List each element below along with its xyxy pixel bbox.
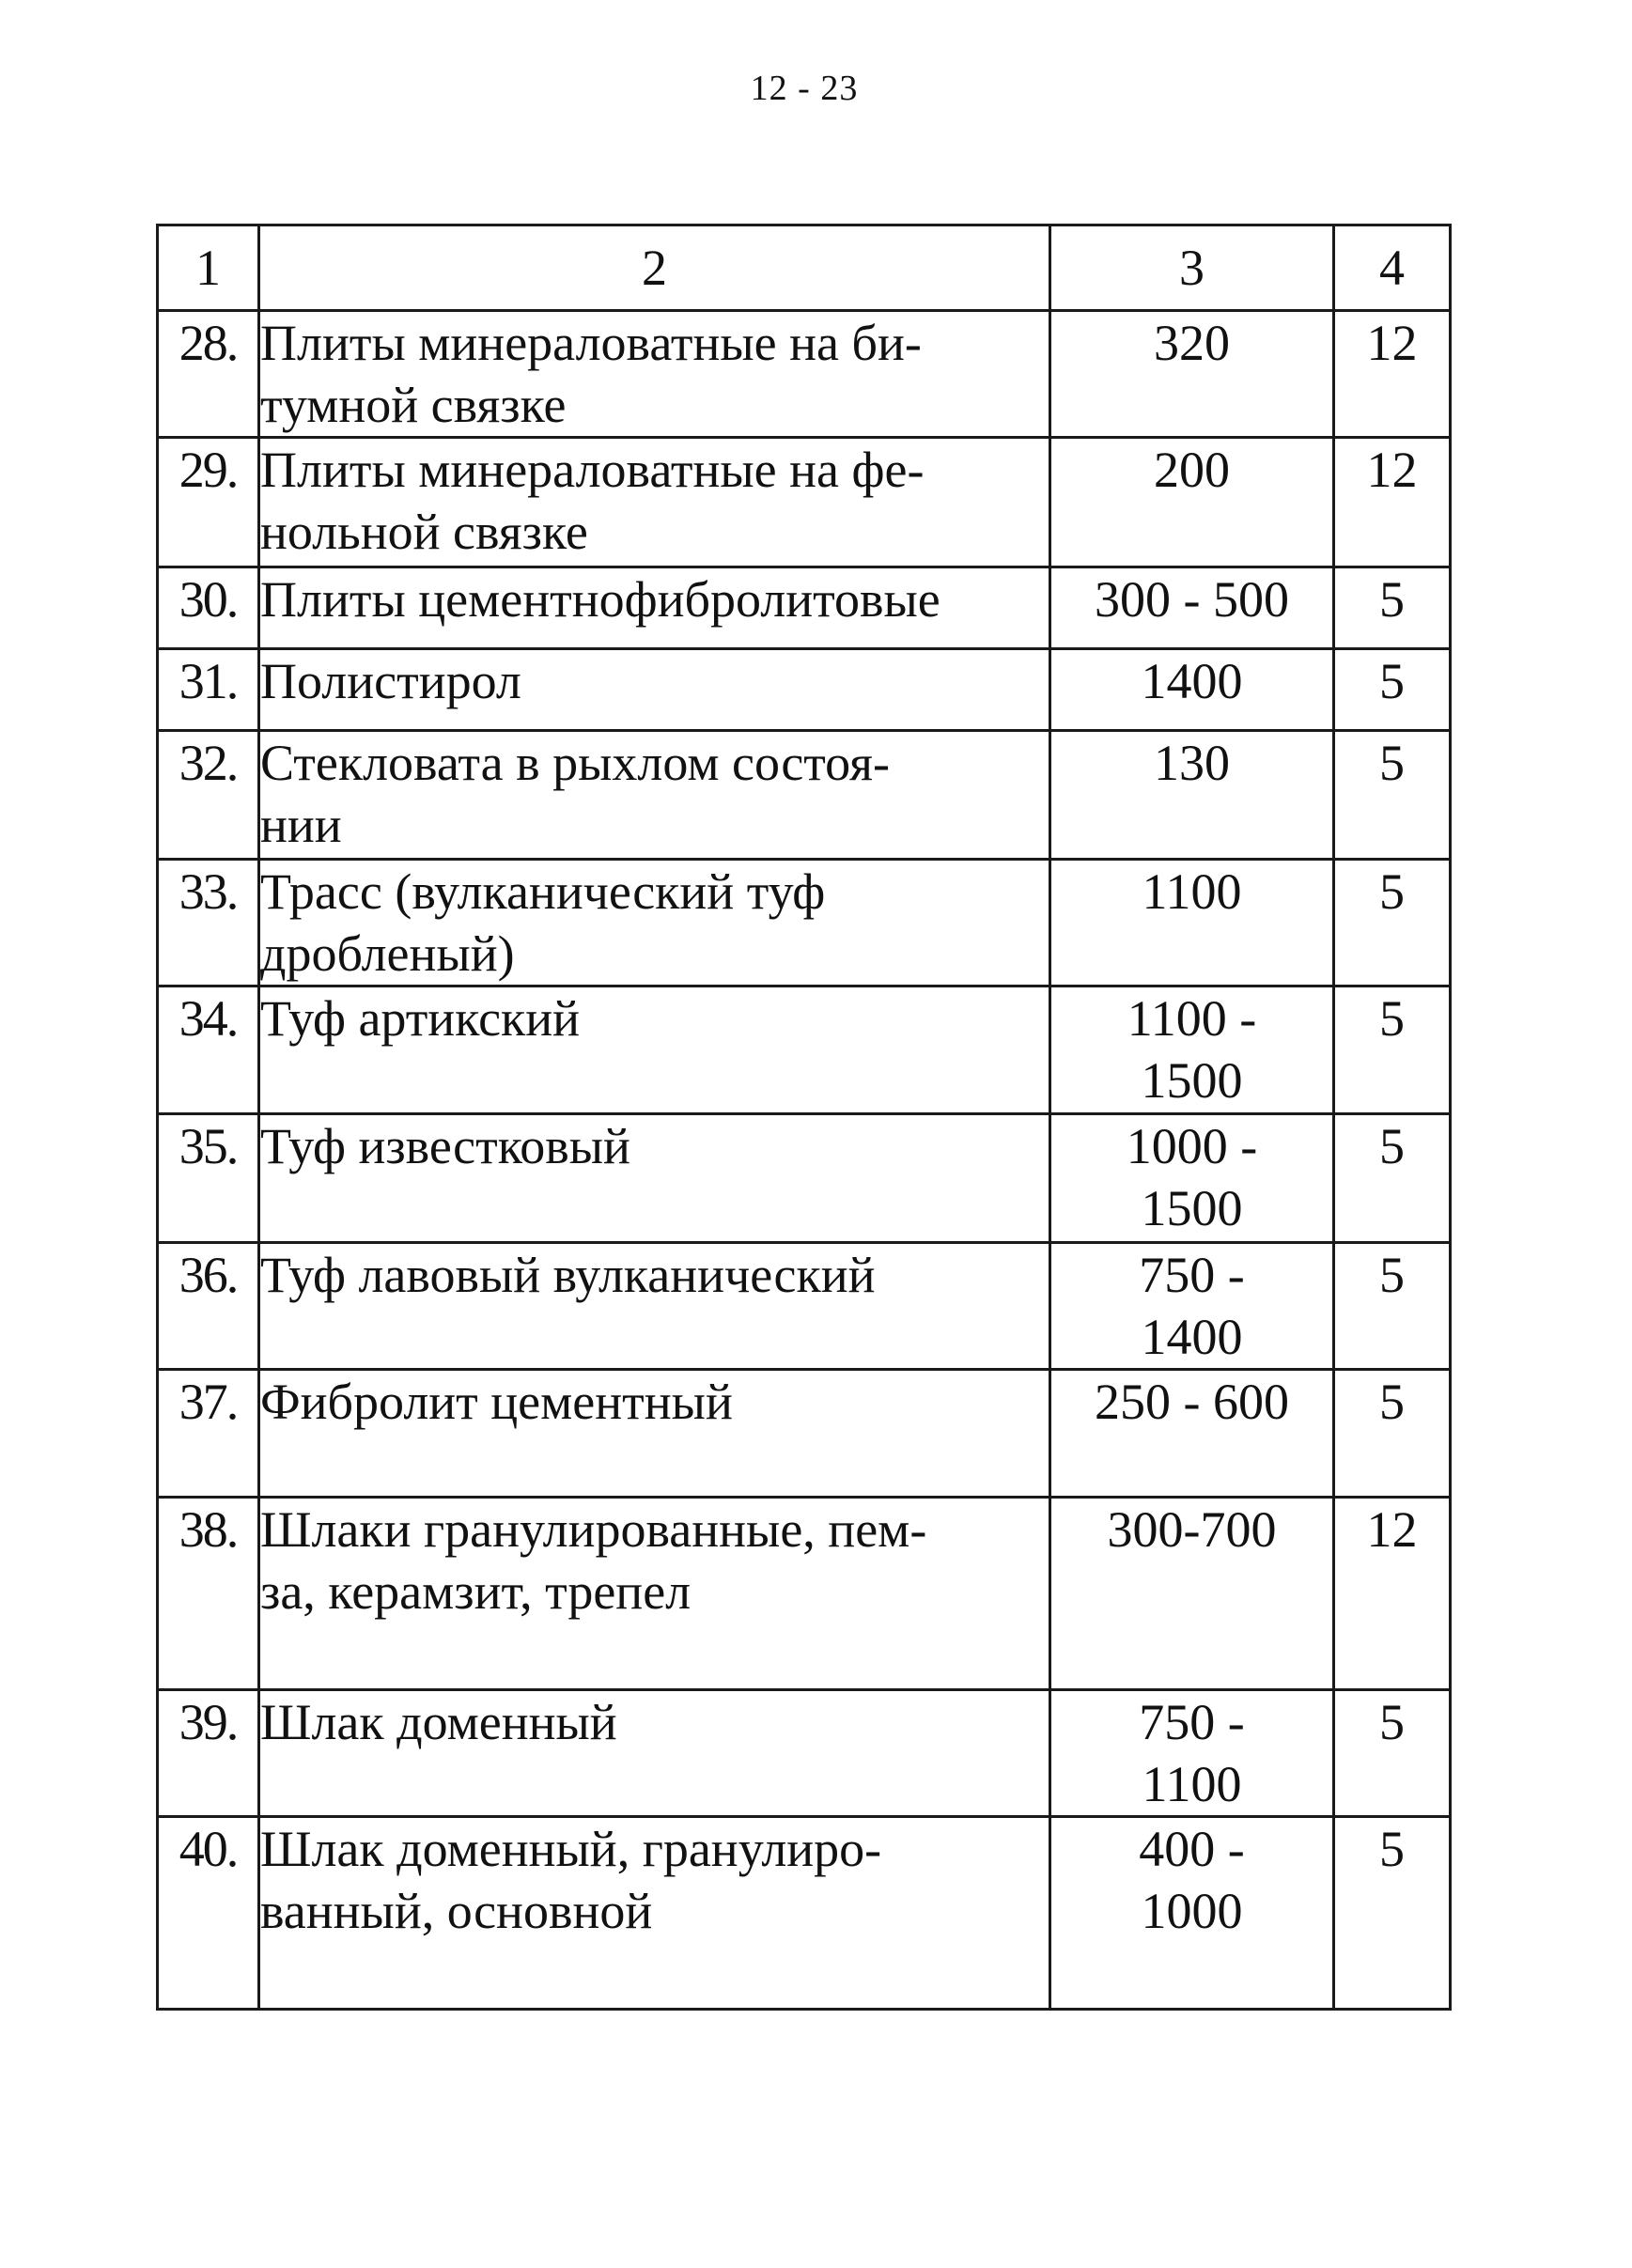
coefficient-value: 5: [1334, 649, 1451, 731]
material-name: Плиты минераловатные на фе- нольной связке: [259, 438, 1050, 567]
table-row: [158, 649, 1451, 731]
table-row: [158, 1498, 1451, 1690]
density-value: 750 - 1100: [1050, 1690, 1334, 1817]
material-name: Плиты цементнофибролитовые: [259, 567, 1050, 649]
material-name: Фибролит цементный: [259, 1370, 1050, 1498]
density-value: 750 - 1400: [1050, 1243, 1334, 1370]
coefficient-value: 12: [1334, 438, 1451, 567]
material-name: Туф лавовый вулканический: [259, 1243, 1050, 1370]
density-value: 400 - 1000: [1050, 1817, 1334, 2010]
coefficient-value: 5: [1334, 1114, 1451, 1243]
row-number: 28.: [158, 311, 259, 438]
table-row: [158, 986, 1451, 1114]
material-name: Туф известковый: [259, 1114, 1050, 1243]
table-row: [158, 731, 1451, 860]
coefficient-value: 12: [1334, 1498, 1451, 1690]
page-number: 12 - 23: [750, 69, 859, 108]
material-name: Стекловата в рыхлом состоя- нии: [259, 731, 1050, 860]
coefficient-value: 5: [1334, 567, 1451, 649]
coefficient-value: 5: [1334, 1690, 1451, 1817]
column-header-3: 3: [1050, 225, 1334, 311]
row-number: 31.: [158, 649, 259, 731]
density-value: 1000 - 1500: [1050, 1114, 1334, 1243]
row-number: 40.: [158, 1817, 259, 2010]
table-row: [158, 438, 1451, 567]
material-name: Шлак доменный, гранулиро- ванный, основной: [259, 1817, 1050, 2010]
density-value: 130: [1050, 731, 1334, 860]
material-name: Туф артикский: [259, 986, 1050, 1114]
column-header-1: 1: [158, 225, 259, 311]
row-number: 33.: [158, 860, 259, 986]
column-header-4: 4: [1334, 225, 1451, 311]
table-row: [158, 1690, 1451, 1817]
column-header-2: 2: [259, 225, 1050, 311]
row-number: 39.: [158, 1690, 259, 1817]
density-value: 250 - 600: [1050, 1370, 1334, 1498]
material-name: Шлаки гранулированные, пем- за, керамзит, трепел: [259, 1498, 1050, 1690]
density-value: 200: [1050, 438, 1334, 567]
coefficient-value: 12: [1334, 311, 1451, 438]
table-row: [158, 1817, 1451, 2010]
density-value: 1100 - 1500: [1050, 986, 1334, 1114]
coefficient-value: 5: [1334, 1817, 1451, 2010]
material-name: Трасс (вулканический туф дробленый): [259, 860, 1050, 986]
row-number: 29.: [158, 438, 259, 567]
table-row: [158, 1370, 1451, 1498]
table-row: [158, 311, 1451, 438]
density-value: 300 - 500: [1050, 567, 1334, 649]
coefficient-value: 5: [1334, 1243, 1451, 1370]
table-row: [158, 1114, 1451, 1243]
table-row: [158, 860, 1451, 986]
material-name: Плиты минераловатные на би- тумной связке: [259, 311, 1050, 438]
row-number: 36.: [158, 1243, 259, 1370]
density-value: 1100: [1050, 860, 1334, 986]
row-number: 34.: [158, 986, 259, 1114]
table-row: [158, 567, 1451, 649]
header-row: [158, 225, 1451, 311]
row-number: 30.: [158, 567, 259, 649]
row-number: 37.: [158, 1370, 259, 1498]
coefficient-value: 5: [1334, 986, 1451, 1114]
materials-table: [156, 224, 1452, 2011]
coefficient-value: 5: [1334, 860, 1451, 986]
table-row: [158, 1243, 1451, 1370]
table-body: [158, 311, 1451, 2010]
density-value: 320: [1050, 311, 1334, 438]
material-name: Шлак доменный: [259, 1690, 1050, 1817]
coefficient-value: 5: [1334, 1370, 1451, 1498]
row-number: 32.: [158, 731, 259, 860]
row-number: 35.: [158, 1114, 259, 1243]
density-value: 1400: [1050, 649, 1334, 731]
coefficient-value: 5: [1334, 731, 1451, 860]
row-number: 38.: [158, 1498, 259, 1690]
material-name: Полистирол: [259, 649, 1050, 731]
density-value: 300-700: [1050, 1498, 1334, 1690]
